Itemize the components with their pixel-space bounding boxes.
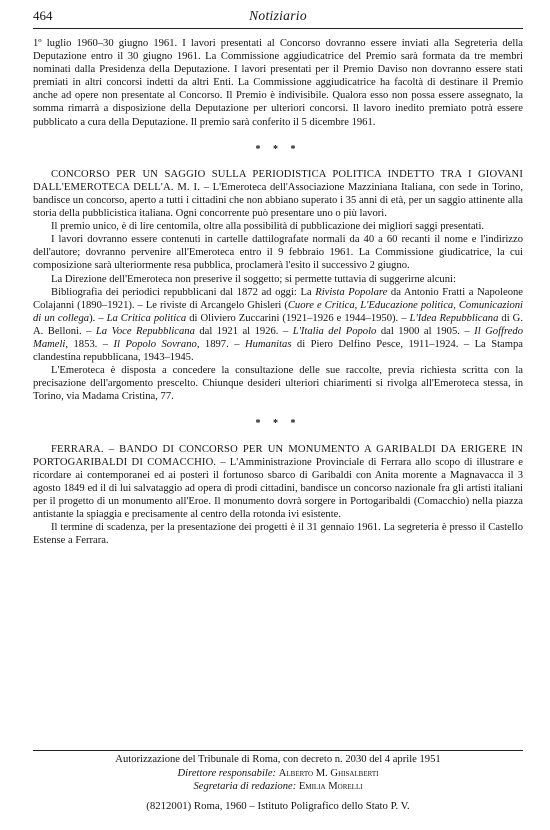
running-head: Notiziario [249, 8, 307, 23]
periodical-title: L'Italia del Popolo [292, 325, 377, 337]
body-text [33, 37, 523, 547]
colophon [33, 753, 523, 794]
section-separator: * * * [255, 143, 301, 155]
list-text: da Antonio Fratti a Napoleone Colajanni (1890–1921). – Le riviste di Arcangelo Ghisleri ( [33, 286, 523, 311]
section-lead-text: – L'Amministrazione Provinciale di Ferrara allo scopo di illustrare e ricordare ai contemporanei ed ai posteri il fortunoso sbarco di Garibaldi con Anita morente a Magnavacca il 3 agosto 1849 ed il di lui salvataggio ad opera di prodi cittadini, bandisce un concorso nazionale fra gli artisti italiani per il progetto di un monumento all'Eroe. Il monumento dovrà sorgere in Portogaribaldi (Comacchio) nella piazza antistante la spiaggia e precisamente al centro della rotonda ivi esistente. [33, 456, 523, 520]
secretary-name: Emilia Morelli [298, 781, 363, 792]
director-line [33, 767, 523, 781]
authorization-line: Autorizzazione del Tribunale di Roma, con decreto n. 2030 del 4 aprile 1951 [115, 754, 441, 765]
printer-line: (8212001) Roma, 1960 – Istituto Poligrafico dello Stato P. V. [146, 800, 410, 812]
periodical-title: L'Idea Repubblicana [409, 312, 499, 324]
paragraph: La Direzione dell'Emeroteca non preserive il soggetto; si permette tuttavia di suggerirne alcuni: [51, 273, 456, 285]
section-paragraph [33, 443, 523, 522]
director-label: Direttore responsabile: [177, 767, 277, 779]
periodical-title: La Critica politica [106, 312, 187, 324]
list-text: di Oliviero Zuccarini (1921–1926 e 1944–1950). – [186, 312, 410, 324]
page-header [33, 8, 523, 28]
paragraph: L'Emeroteca è disposta a concedere la consultazione delle sue raccolte, previa richiesta scritta con la precisazione dell'argomento prescelto. Chiunque desideri ulteriori chiarimenti si rivolga all'Emeroteca stessa, in Torino, via Madama Cristina, 77. [33, 365, 523, 403]
list-text: di G. A. Belloni. – [33, 312, 523, 337]
list-text: , 1853. – [65, 338, 114, 350]
header-rule [33, 28, 523, 29]
section-separator: * * * [255, 418, 301, 430]
secretary-line [33, 780, 523, 794]
section-heading: FERRARA. – BANDO DI CONCORSO PER UN MONUMENTO A GARIBALDI DA ERIGERE IN PORTOGARIBALDI DI COMACCHIO. [33, 443, 523, 468]
paragraph: Il premio unico, è di lire centomila, oltre alla possibilità di pubblicazione dei migliori saggi presentati. [51, 221, 485, 233]
suggestions-list [33, 286, 523, 365]
footer-rule [33, 750, 523, 751]
periodical-title: Humanitas [244, 338, 292, 350]
paragraph: I lavori dovranno essere contenuti in cartelle dattilografate normali da 40 a 60 recanti il nome e l'indirizzo dell'autore; dovranno pervenire all'Emeroteca entro il 9 febbraio 1961. La Commissione giudicatrice, la cui composizione sarà ulteriormente resa pubblica, proclamerà l'esito il successivo 2 giugno. [33, 234, 523, 272]
list-text: ). – [89, 312, 107, 324]
periodical-title: Cuore e Critica, L'Educazione politica, Comunicazioni di un collega [33, 299, 524, 324]
secretary-label: Segretaria di redazione: [193, 781, 297, 792]
paragraph: Il termine di scadenza, per la presentazione dei progetti è il 31 gennaio 1961. La segreteria è presso il Castello Estense a Ferrara. [33, 522, 523, 547]
periodical-title: Il Goffredo Mameli [33, 325, 523, 350]
list-text: , 1897. – [196, 338, 245, 350]
list-text: Bibliografia dei periodici repubblicani dal 1872 ad oggi: La [51, 286, 316, 298]
paragraph: 1º luglio 1960–30 giugno 1961. I lavori presentati al Concorso dovranno essere inviati alla Segreteria della Deputazione entro il 30 giugno 1961. La Commissione aggiudicatrice del Premio sarà formata da tre membri nominati dalla Presidenza della Deputazione. I lavori presentati per il Premio Daviso non dovranno essere stati premiati in altri concorsi indetti da altri Enti. La Commissione aggiudicatrice ha facoltà di destinare il Premio anche ad opere non presentate al Concorso. Il Premio è indivisibile. Qualora esso non possa essere assegnato, la somma rimarrà a disposizione della Deputazione per ulteriori concorsi. Il lavoro inedito premiato potrà essere pubblicato a cura della Deputazione. Il premio sarà conferito il 5 dicembre 1961. [33, 38, 523, 128]
list-text: dal 1900 al 1905. – [376, 325, 475, 337]
periodical-title: Rivista Popolare [315, 286, 388, 298]
director-name: Alberto M. Ghisalberti [278, 767, 379, 779]
section-heading: CONCORSO PER UN SAGGIO SULLA PERIODISTICA POLITICA INDETTO TRA I GIOVANI DALL'EMEROTECA DELL'A. M. I. [33, 168, 523, 193]
section-lead-text: – L'Emeroteca dell'Associazione Mazziniana Italiana, con sede in Torino, bandisce un concorso, aperto a tutti i cittadini che non abbiano superato i 35 anni di età, per un saggio attinente alla storia della pubblicistica italiana. Ogni concorrente può presentare uno o più lavori. [33, 181, 523, 220]
periodical-title: Il Popolo Sovrano [113, 338, 197, 350]
section-paragraph [33, 168, 523, 220]
list-text: dal 1921 al 1926. – [194, 325, 293, 337]
periodical-title: La Voce Repubblicana [95, 325, 195, 337]
page-number: 464 [33, 8, 53, 23]
list-text: di Piero Delfino Pesce, 1911–1924. – La Stampa clandestina repubblicana, 1943–1945. [33, 338, 523, 364]
